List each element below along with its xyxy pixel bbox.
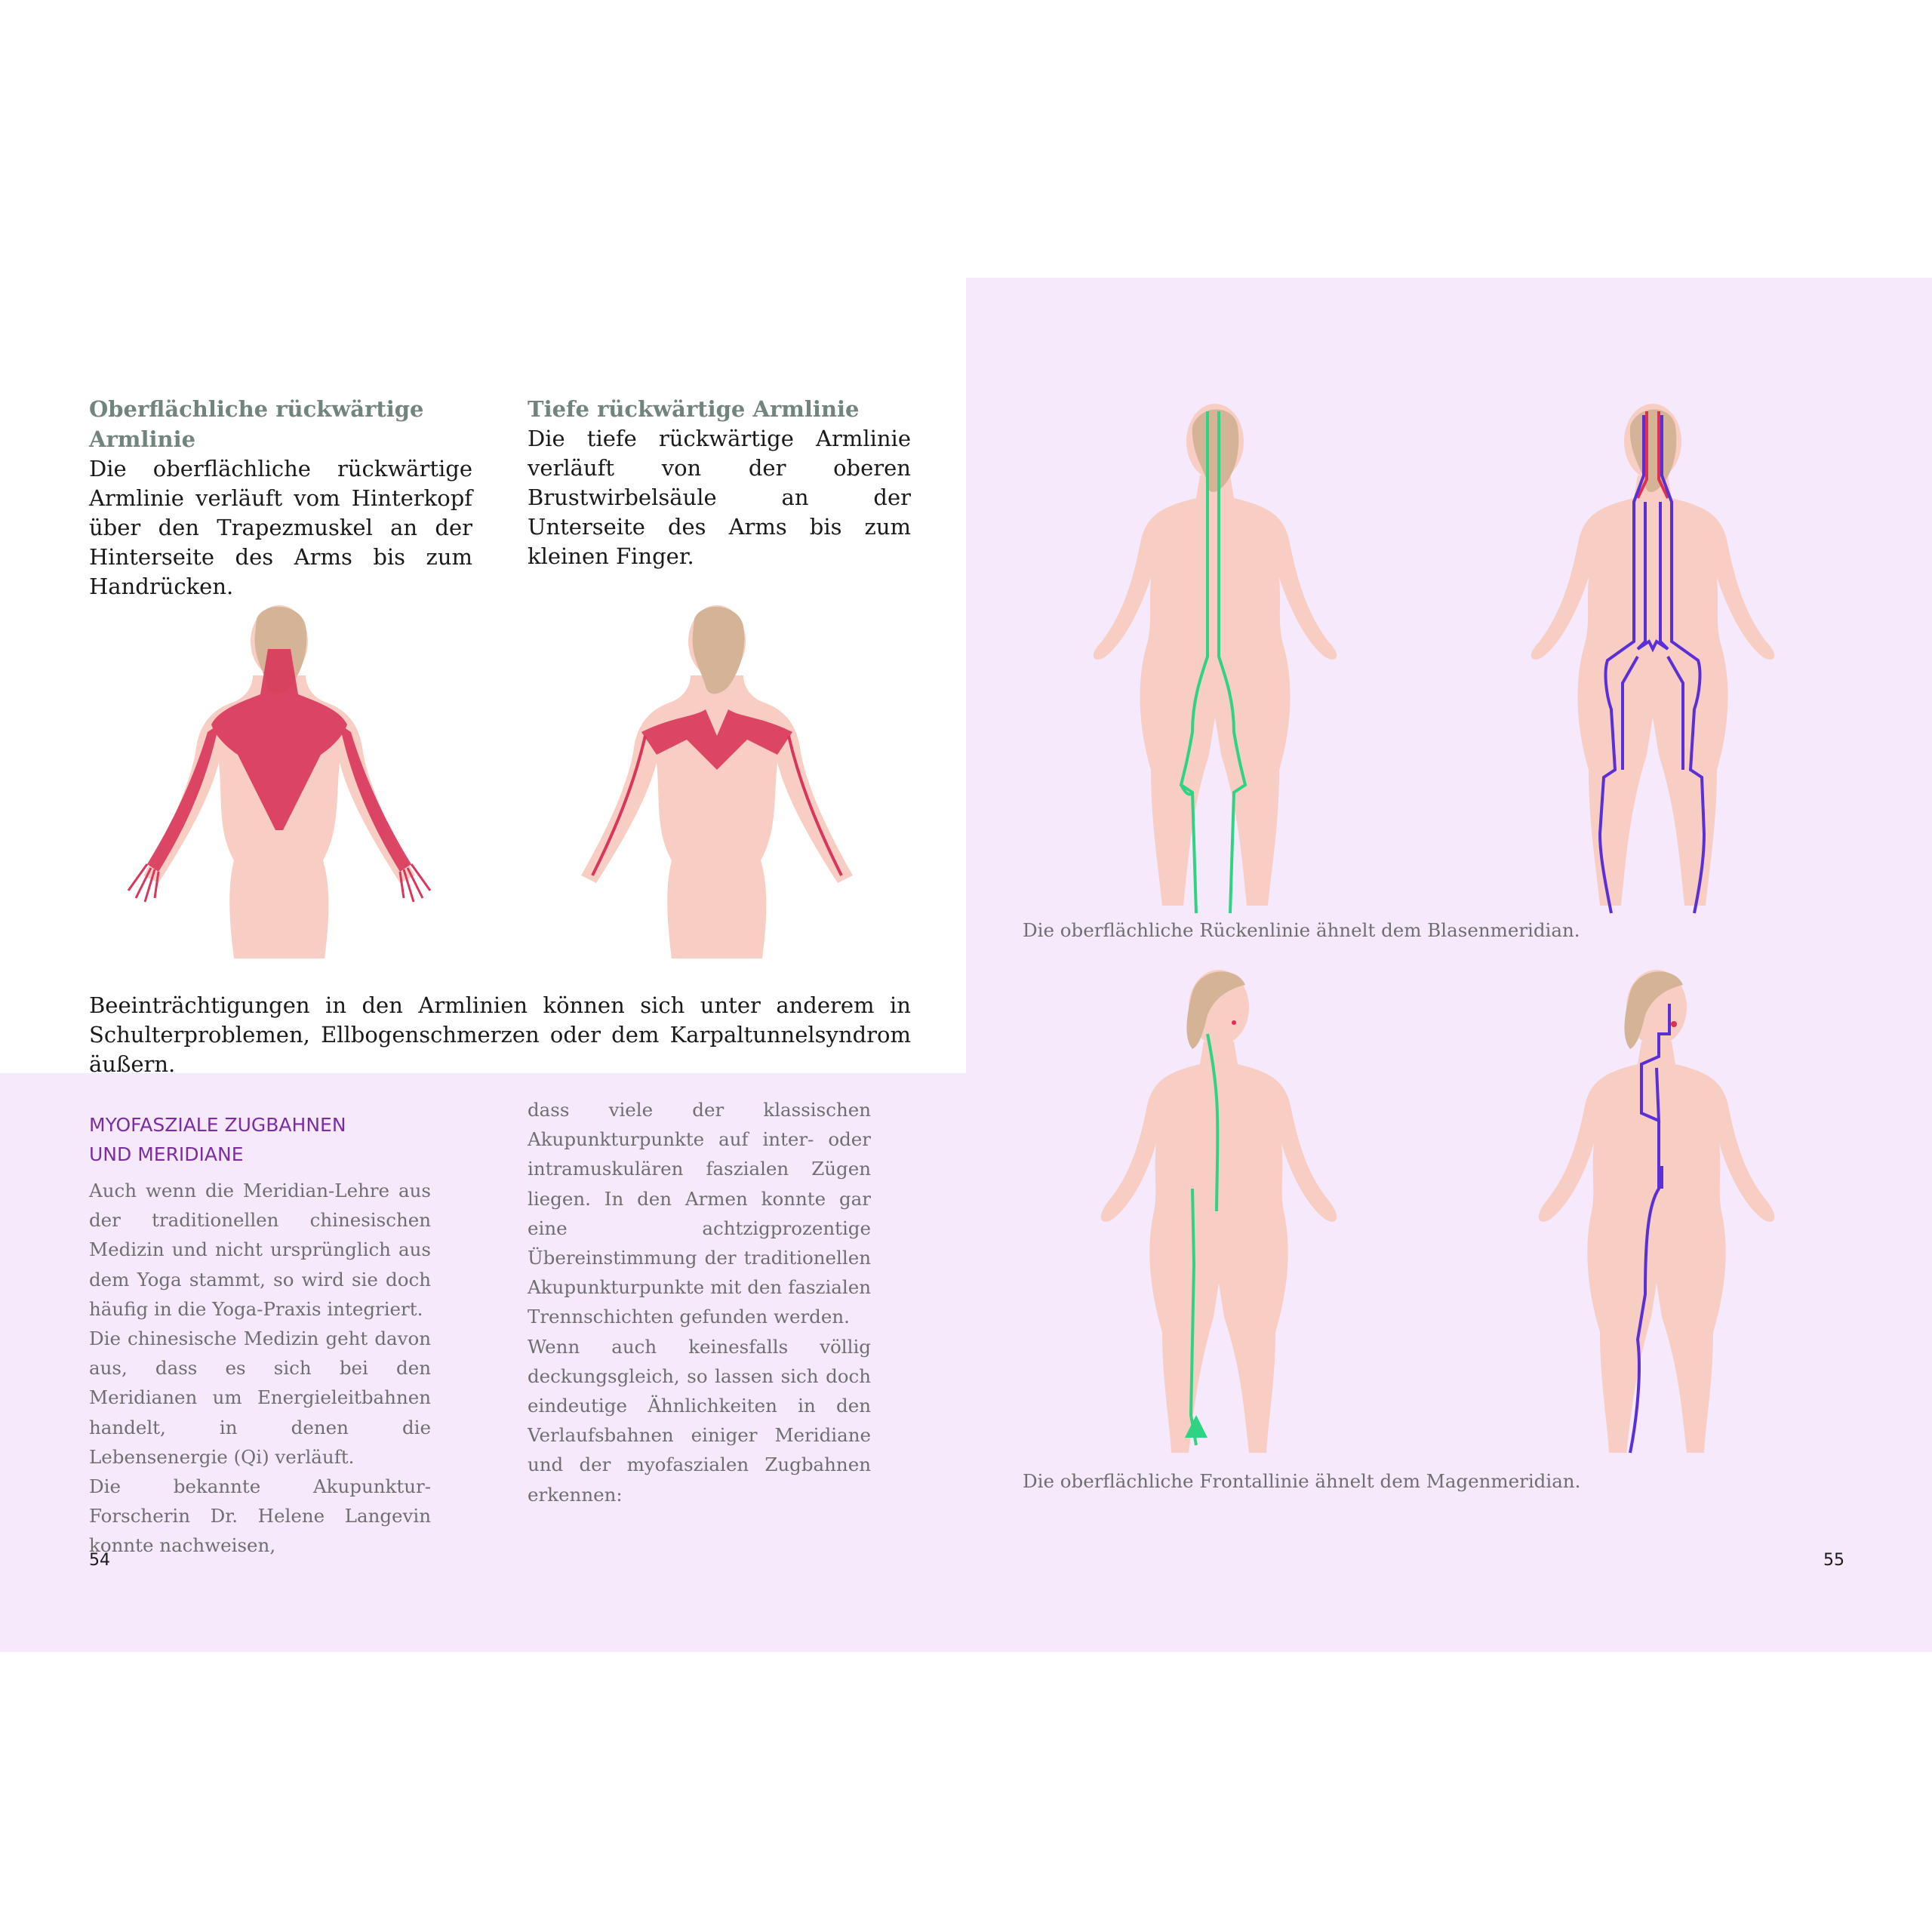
section-superficial-back-arm-line — [89, 394, 472, 601]
section-heading: Tiefe rückwärtige Armlinie — [528, 396, 860, 422]
caption-superficial-front-line: Die oberflächliche Frontallinie ähnelt dem Magenmeridian. — [1023, 1470, 1581, 1492]
caption-superficial-back-line: Die oberflächliche Rückenlinie ähnelt dem Blasenmeridian. — [1023, 919, 1580, 941]
sidebar-paragraph: Wenn auch keinesfalls völlig deckungsgleich, so lassen sich doch eindeutige Ähnlichkeiten in den Verlaufsbahnen einiger Meridiane und der myofaszialen Zugbahnen erkennen: — [528, 1335, 871, 1506]
sidebar-heading-line1: MYOFASZIALE ZUGBAHNEN — [89, 1114, 346, 1136]
sidebar-heading-line2: UND MERIDIANE — [89, 1143, 244, 1165]
sidebar-column-2 — [528, 1095, 871, 1509]
figure-stomach-meridian — [1524, 962, 1781, 1460]
figure-bladder-meridian — [1524, 400, 1781, 913]
sidebar-paragraph: Auch wenn die Meridian-Lehre aus der traditionellen chinesischen Medizin und nicht ursprünglich aus dem Yoga stammt, so wird sie doch häufig in die Yoga-Praxis integriert. — [89, 1180, 431, 1320]
section-deep-back-arm-line — [528, 394, 911, 571]
section-text: Die oberflächliche rückwärtige Armlinie verläuft vom Hinterkopf über den Trapezmuskel an der Hinterseite des Arms bis zum Handrücken. — [89, 456, 472, 599]
page-number-right: 55 — [1823, 1551, 1844, 1570]
sidebar-paragraph: Die bekannte Akupunktur-Forscherin Dr. Helene Langevin konnte nachweisen, — [89, 1475, 431, 1557]
figure-deep-back-arm-line — [558, 604, 875, 958]
summary-text: Beeinträchtigungen in den Armlinien können sich unter anderem in Schulterproblemen, Ellbogenschmerzen oder dem Karpaltunnelsyndrom äußern. — [89, 992, 911, 1077]
page-number-left: 54 — [89, 1551, 110, 1570]
figure-superficial-front-line — [1087, 962, 1343, 1460]
sidebar-column-1 — [89, 1176, 431, 1561]
sidebar-paragraph: dass viele der klassischen Akupunkturpunkte auf inter- oder intramuskulären faszialen Zügen liegen. In den Armen konnte gar eine achtzigprozentige Übereinstimmung der traditionellen Akupunkturpunkte mit den faszialen Trennschichten gefunden werden. — [528, 1099, 871, 1328]
section-text: Die tiefe rückwärtige Armlinie verläuft von der oberen Brustwirbelsäule an der Unterseite des Arms bis zum kleinen Finger. — [528, 426, 911, 569]
sidebar-heading — [89, 1110, 421, 1169]
figure-superficial-back-line — [1087, 400, 1343, 913]
section-heading: Oberflächliche rückwärtige Armlinie — [89, 396, 424, 452]
sidebar-paragraph: Die chinesische Medizin geht davon aus, dass es sich bei den Meridianen um Energieleitbahnen handelt, in denen die Lebensenergie (Qi) verläuft. — [89, 1327, 431, 1468]
figure-superficial-back-arm-line — [121, 604, 438, 958]
